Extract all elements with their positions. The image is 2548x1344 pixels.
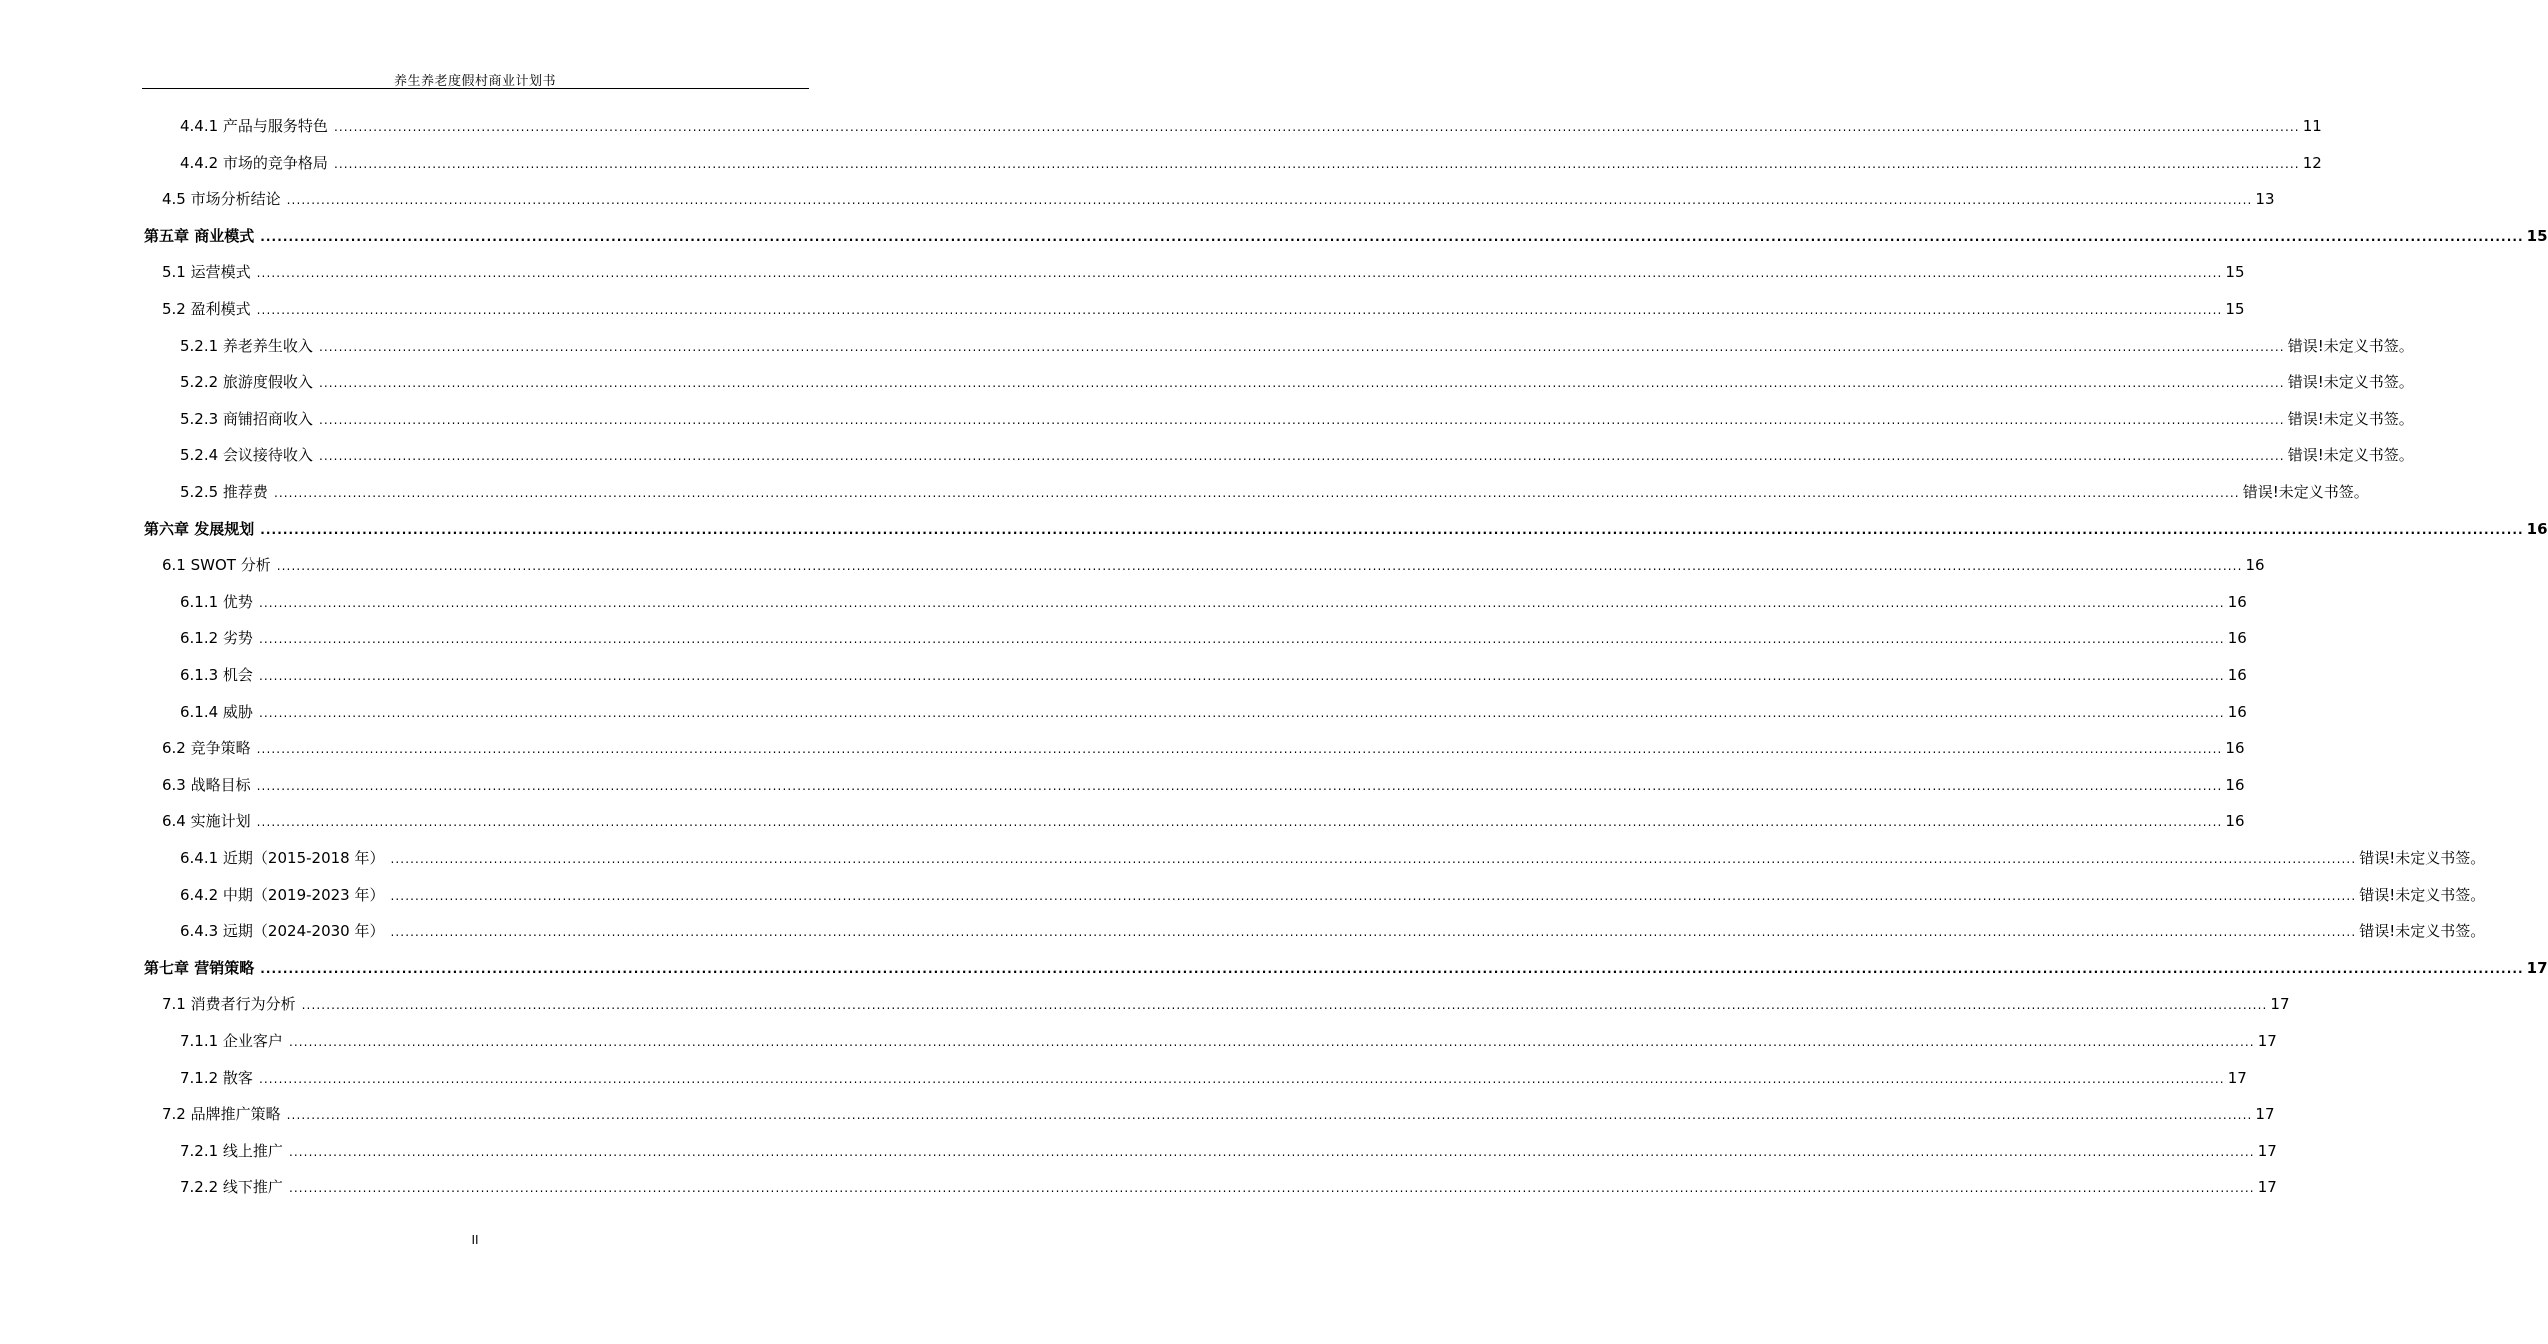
toc-entry-label: 4.4.2 市场的竞争格局 (180, 153, 328, 172)
toc-dot-leader: ................................................................................................................................................................................................................................................................................................................................................................................................................ (286, 193, 2253, 208)
toc-entry-page: 错误!未定义书签。 (2359, 885, 2486, 904)
toc-entry[interactable] (180, 478, 2369, 502)
toc-entry-label: 7.1.2 散客 (180, 1068, 253, 1087)
toc-dot-leader: ................................................................................................................................................................................................................................................................................................................................................................................................................ (288, 1181, 2255, 1196)
toc-entry-label: 4.5 市场分析结论 (162, 190, 281, 209)
toc-dot-leader: ................................................................................................................................................................................................................................................................................................................................................................................................................ (276, 559, 2243, 574)
toc-entry-page: 错误!未定义书签。 (2359, 922, 2486, 941)
toc-entry-label: 5.2.2 旅游度假收入 (180, 373, 313, 392)
toc-entry-label: 6.4.2 中期（2019-2023 年） (180, 885, 385, 904)
toc-entry[interactable] (144, 222, 2548, 246)
toc-entry-page: 16 (2526, 519, 2548, 538)
toc-entry-page: 17 (2257, 1032, 2277, 1050)
toc-entry-page: 12 (2302, 153, 2322, 172)
toc-dot-leader: ................................................................................................................................................................................................................................................................................................................................................................................................................ (301, 998, 2268, 1013)
toc-entry-label: 7.2.2 线下推广 (180, 1178, 283, 1197)
toc-dot-leader: ................................................................................................................................................................................................................................................................................................................................................................................................................ (318, 412, 2285, 427)
toc-entry-page: 错误!未定义书签。 (2287, 446, 2414, 465)
toc-entry[interactable] (162, 807, 2245, 831)
toc-dot-leader: ................................................................................................................................................................................................................................................................................................................................................................................................................ (258, 705, 2225, 720)
toc-entry-label: 6.2 竞争策略 (162, 739, 251, 758)
toc-dot-leader: ................................................................................................................................................................................................................................................................................................................................................................................................................ (318, 449, 2285, 464)
toc-dot-leader: ................................................................................................................................................................................................................................................................................................................................................................................................................ (256, 815, 2223, 830)
toc-dot-leader: ................................................................................................................................................................................................................................................................................................................................................................................................................ (258, 595, 2225, 610)
toc-entry-label: 5.2.4 会议接待收入 (180, 446, 313, 465)
toc-entry-page: 15 (2526, 226, 2548, 245)
toc-dot-leader: ................................................................................................................................................................................................................................................................................................................................................................................................................ (318, 339, 2285, 354)
toc-entry[interactable] (180, 588, 2247, 612)
toc-entry[interactable] (162, 551, 2265, 575)
toc-entry-label: 6.1.2 劣势 (180, 629, 253, 648)
toc-entry[interactable] (180, 1027, 2277, 1051)
toc-entry[interactable] (180, 1137, 2277, 1161)
toc-entry-page: 16 (2227, 629, 2247, 648)
toc-dot-leader: ................................................................................................................................................................................................................................................................................................................................................................................................................ (258, 1071, 2225, 1086)
toc-entry-label: 7.2.1 线上推广 (180, 1141, 283, 1160)
toc-entry-page: 16 (2225, 812, 2245, 831)
toc-dot-leader: ................................................................................................................................................................................................................................................................................................................................................................................................................ (258, 632, 2225, 647)
toc-entry[interactable] (180, 1064, 2247, 1088)
toc-dot-leader: ................................................................................................................................................................................................................................................................................................................................................................................................................ (260, 522, 2524, 537)
toc-entry-page: 17 (2227, 1068, 2247, 1087)
toc-entry[interactable] (144, 954, 2548, 978)
toc-entry-page: 16 (2227, 592, 2247, 611)
toc-entry-label: 7.1.1 企业客户 (180, 1032, 283, 1050)
header-rule (142, 88, 809, 89)
toc-entry-page: 错误!未定义书签。 (2287, 409, 2414, 428)
toc-entry-label: 6.4.1 近期（2015-2018 年） (180, 849, 385, 867)
toc-dot-leader: ................................................................................................................................................................................................................................................................................................................................................................................................................ (260, 961, 2524, 976)
toc-entry-label: 5.2 盈利模式 (162, 300, 251, 318)
toc-entry-label: 6.3 战略目标 (162, 775, 251, 794)
toc-dot-leader: ................................................................................................................................................................................................................................................................................................................................................................................................................ (333, 120, 2300, 134)
toc-entry-label: 6.1.4 威胁 (180, 702, 253, 721)
running-header-title: 养生养老度假村商业计划书 (393, 74, 556, 89)
toc-entry-label: 7.1 消费者行为分析 (162, 995, 296, 1014)
toc-entry-page: 16 (2225, 775, 2245, 794)
toc-entry[interactable] (144, 515, 2548, 539)
toc-dot-leader: ................................................................................................................................................................................................................................................................................................................................................................................................................ (258, 669, 2225, 683)
toc-entry[interactable] (180, 698, 2247, 722)
toc-entry-page: 13 (2255, 190, 2275, 209)
toc-entry[interactable] (180, 624, 2247, 648)
toc-entry[interactable] (180, 441, 2414, 465)
toc-entry-page: 17 (2257, 1141, 2277, 1160)
toc-entry[interactable] (180, 1173, 2277, 1197)
toc-entry-page: 错误!未定义书签。 (2287, 336, 2414, 355)
toc-entry-label: 6.4 实施计划 (162, 812, 251, 831)
toc-dot-leader: ................................................................................................................................................................................................................................................................................................................................................................................................................ (390, 852, 2357, 866)
toc-entry-label: 4.4.1 产品与服务特色 (180, 117, 328, 135)
toc-entry-page: 16 (2225, 739, 2245, 758)
toc-entry[interactable] (162, 734, 2245, 758)
toc-dot-leader: ................................................................................................................................................................................................................................................................................................................................................................................................................ (273, 486, 2240, 500)
toc-entry[interactable] (180, 332, 2414, 356)
toc-entry-page: 错误!未定义书签。 (2359, 849, 2486, 867)
toc-entry-label: 5.2.3 商铺招商收入 (180, 409, 313, 428)
toc-entry[interactable] (162, 771, 2245, 795)
toc-entry[interactable] (180, 112, 2322, 136)
toc-entry[interactable] (162, 295, 2245, 319)
toc-entry[interactable] (180, 149, 2322, 173)
toc-entry-page: 11 (2302, 117, 2322, 135)
toc-dot-leader: ................................................................................................................................................................................................................................................................................................................................................................................................................ (288, 1035, 2255, 1049)
toc-entry-page: 15 (2225, 300, 2245, 318)
toc-dot-leader: ................................................................................................................................................................................................................................................................................................................................................................................................................ (260, 229, 2524, 244)
toc-entry[interactable] (180, 368, 2414, 392)
toc-dot-leader: ................................................................................................................................................................................................................................................................................................................................................................................................................ (288, 1144, 2255, 1159)
toc-entry[interactable] (162, 990, 2290, 1014)
toc-entry-page: 17 (2255, 1105, 2275, 1124)
toc-entry-label: 6.1 SWOT 分析 (162, 556, 271, 575)
toc-entry-label: 5.2.5 推荐费 (180, 483, 268, 501)
toc-dot-leader: ................................................................................................................................................................................................................................................................................................................................................................................................................ (333, 156, 2300, 171)
toc-entry-page: 16 (2227, 702, 2247, 721)
toc-dot-leader: ................................................................................................................................................................................................................................................................................................................................................................................................................ (390, 888, 2357, 903)
toc-entry-label: 5.1 运营模式 (162, 263, 251, 282)
toc-entry[interactable] (180, 844, 2486, 868)
toc-dot-leader: ................................................................................................................................................................................................................................................................................................................................................................................................................ (256, 778, 2223, 793)
toc-dot-leader: ................................................................................................................................................................................................................................................................................................................................................................................................................ (286, 1108, 2253, 1123)
toc-entry-page: 15 (2225, 263, 2245, 282)
toc-entry-page: 16 (2245, 556, 2265, 575)
toc-dot-leader: ................................................................................................................................................................................................................................................................................................................................................................................................................ (256, 266, 2223, 281)
toc-entry[interactable] (180, 881, 2486, 905)
toc-entry-label: 第五章 商业模式 (144, 226, 255, 245)
toc-entry-label: 7.2 品牌推广策略 (162, 1105, 281, 1124)
toc-entry-page: 17 (2526, 958, 2548, 977)
toc-entry[interactable] (162, 1100, 2275, 1124)
toc-dot-leader: ................................................................................................................................................................................................................................................................................................................................................................................................................ (318, 376, 2285, 391)
toc-entry[interactable] (180, 917, 2486, 941)
toc-entry-label: 5.2.1 养老养生收入 (180, 336, 313, 355)
page-number: II (471, 1233, 479, 1247)
toc-entry[interactable] (162, 258, 2245, 282)
toc-dot-leader: ................................................................................................................................................................................................................................................................................................................................................................................................................ (256, 742, 2223, 757)
toc-entry[interactable] (162, 185, 2275, 209)
toc-dot-leader: ................................................................................................................................................................................................................................................................................................................................................................................................................ (390, 925, 2357, 940)
toc-entry-page: 错误!未定义书签。 (2287, 373, 2414, 392)
toc-entry[interactable] (180, 405, 2414, 429)
toc-entry-page: 16 (2227, 666, 2247, 684)
toc-entry-page: 17 (2270, 995, 2290, 1014)
toc-entry[interactable] (180, 661, 2247, 685)
toc-entry-page: 17 (2257, 1178, 2277, 1197)
toc-entry-label: 第六章 发展规划 (144, 519, 255, 538)
toc-entry-page: 错误!未定义书签。 (2242, 483, 2369, 501)
toc-entry-label: 6.1.1 优势 (180, 592, 253, 611)
toc-entry-label: 6.4.3 远期（2024-2030 年） (180, 922, 385, 941)
toc-entry-label: 第七章 营销策略 (144, 958, 255, 977)
toc-dot-leader: ................................................................................................................................................................................................................................................................................................................................................................................................................ (256, 303, 2223, 317)
toc-entry-label: 6.1.3 机会 (180, 666, 253, 684)
